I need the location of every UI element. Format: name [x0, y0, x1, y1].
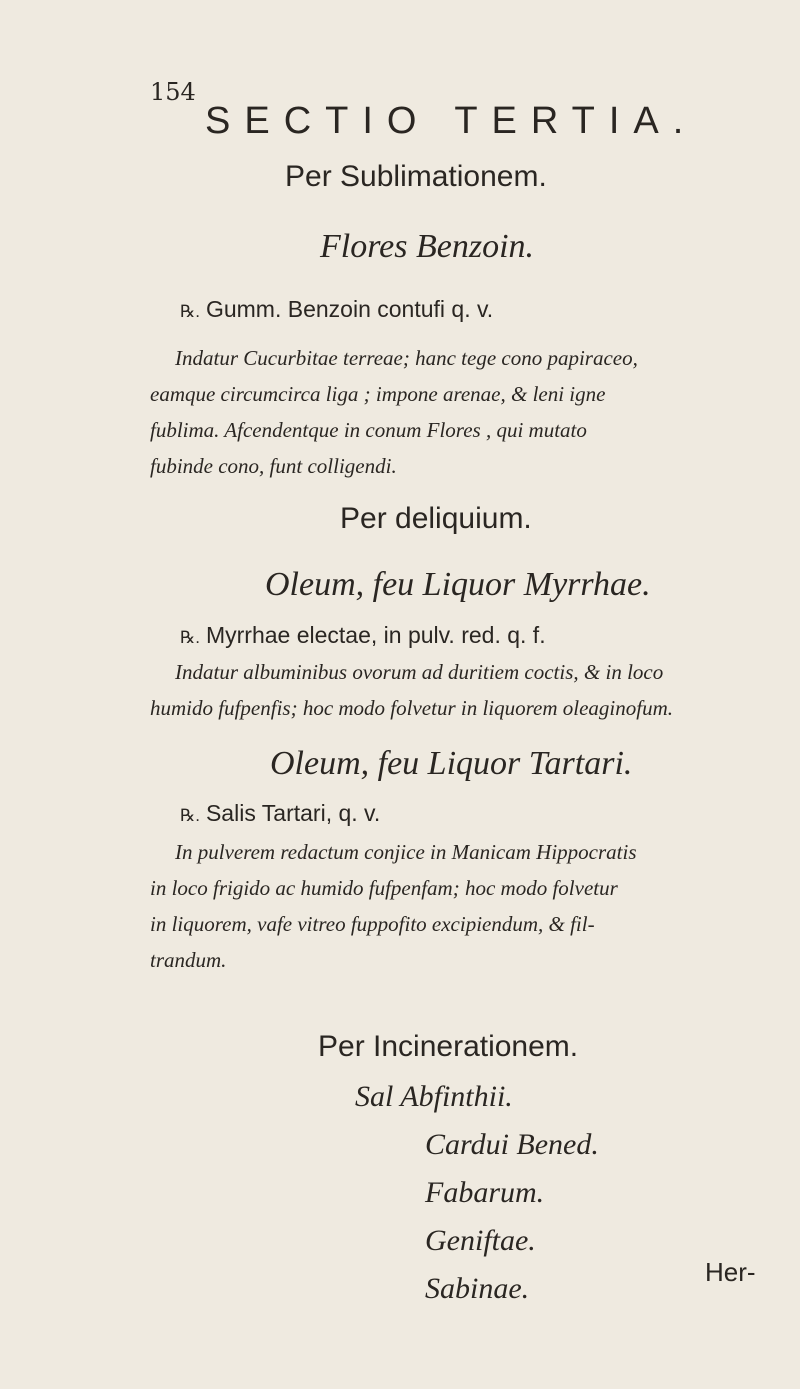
- text-line: in loco frigido ac humido fufpenfam; hoc modo folvetur: [150, 876, 618, 900]
- subheading-flores-benzoin: Flores Benzoin.: [320, 228, 535, 265]
- text-line: fubinde cono, funt colligendi.: [150, 454, 397, 478]
- subheading-oleum-myrrhae: Oleum, feu Liquor Myrrhae.: [265, 566, 651, 603]
- heading-incineratio: Per Incinerationem.: [318, 1030, 579, 1063]
- recipe-tartari: [180, 800, 380, 827]
- page-number: 154: [150, 78, 196, 106]
- list-item: Sabinae.: [425, 1272, 530, 1305]
- text-line: eamque circumcirca liga ; impone arenae, & leni igne: [150, 382, 606, 406]
- recipe-symbol: ℞.: [180, 302, 200, 321]
- recipe-myrrhae: [180, 622, 546, 649]
- recipe-benzoin: [180, 296, 493, 323]
- text-line: humido fufpenfis; hoc modo folvetur in liquorem oleaginofum.: [150, 696, 674, 720]
- heading-sublimatio: Per Sublimationem.: [285, 160, 547, 193]
- recipe-text: Myrrhae electae, in pulv. red. q. f.: [205, 622, 546, 648]
- text-line: Indatur Cucurbitae terreae; hanc tege cono papiraceo,: [175, 346, 638, 370]
- text-line: Indatur albuminibus ovorum ad duritiem coctis, & in loco: [175, 660, 664, 684]
- heading-deliquium: Per deliquium.: [340, 502, 532, 535]
- recipe-text: Salis Tartari, q. v.: [205, 800, 381, 826]
- text-line: fublima. Afcendentque in conum Flores , qui mutato: [150, 418, 587, 442]
- list-item: Fabarum.: [425, 1176, 545, 1209]
- subheading-oleum-tartari: Oleum, feu Liquor Tartari.: [270, 745, 633, 782]
- list-item: Geniftae.: [425, 1224, 536, 1257]
- text-line: In pulverem redactum conjice in Manicam Hippocratis: [175, 840, 637, 864]
- text-line: in liquorem, vafe vitreo fuppofito excipiendum, & fil-: [150, 912, 595, 936]
- recipe-symbol: ℞.: [180, 628, 200, 647]
- recipe-symbol: ℞.: [180, 806, 200, 825]
- list-item: Sal Abfinthii.: [355, 1080, 513, 1113]
- list-item: Cardui Bened.: [425, 1128, 599, 1161]
- section-title: SECTIO TERTIA.: [205, 100, 698, 142]
- text-line: trandum.: [150, 948, 227, 972]
- recipe-text: Gumm. Benzoin contufi q. v.: [205, 296, 494, 322]
- catchword: Her-: [705, 1257, 756, 1287]
